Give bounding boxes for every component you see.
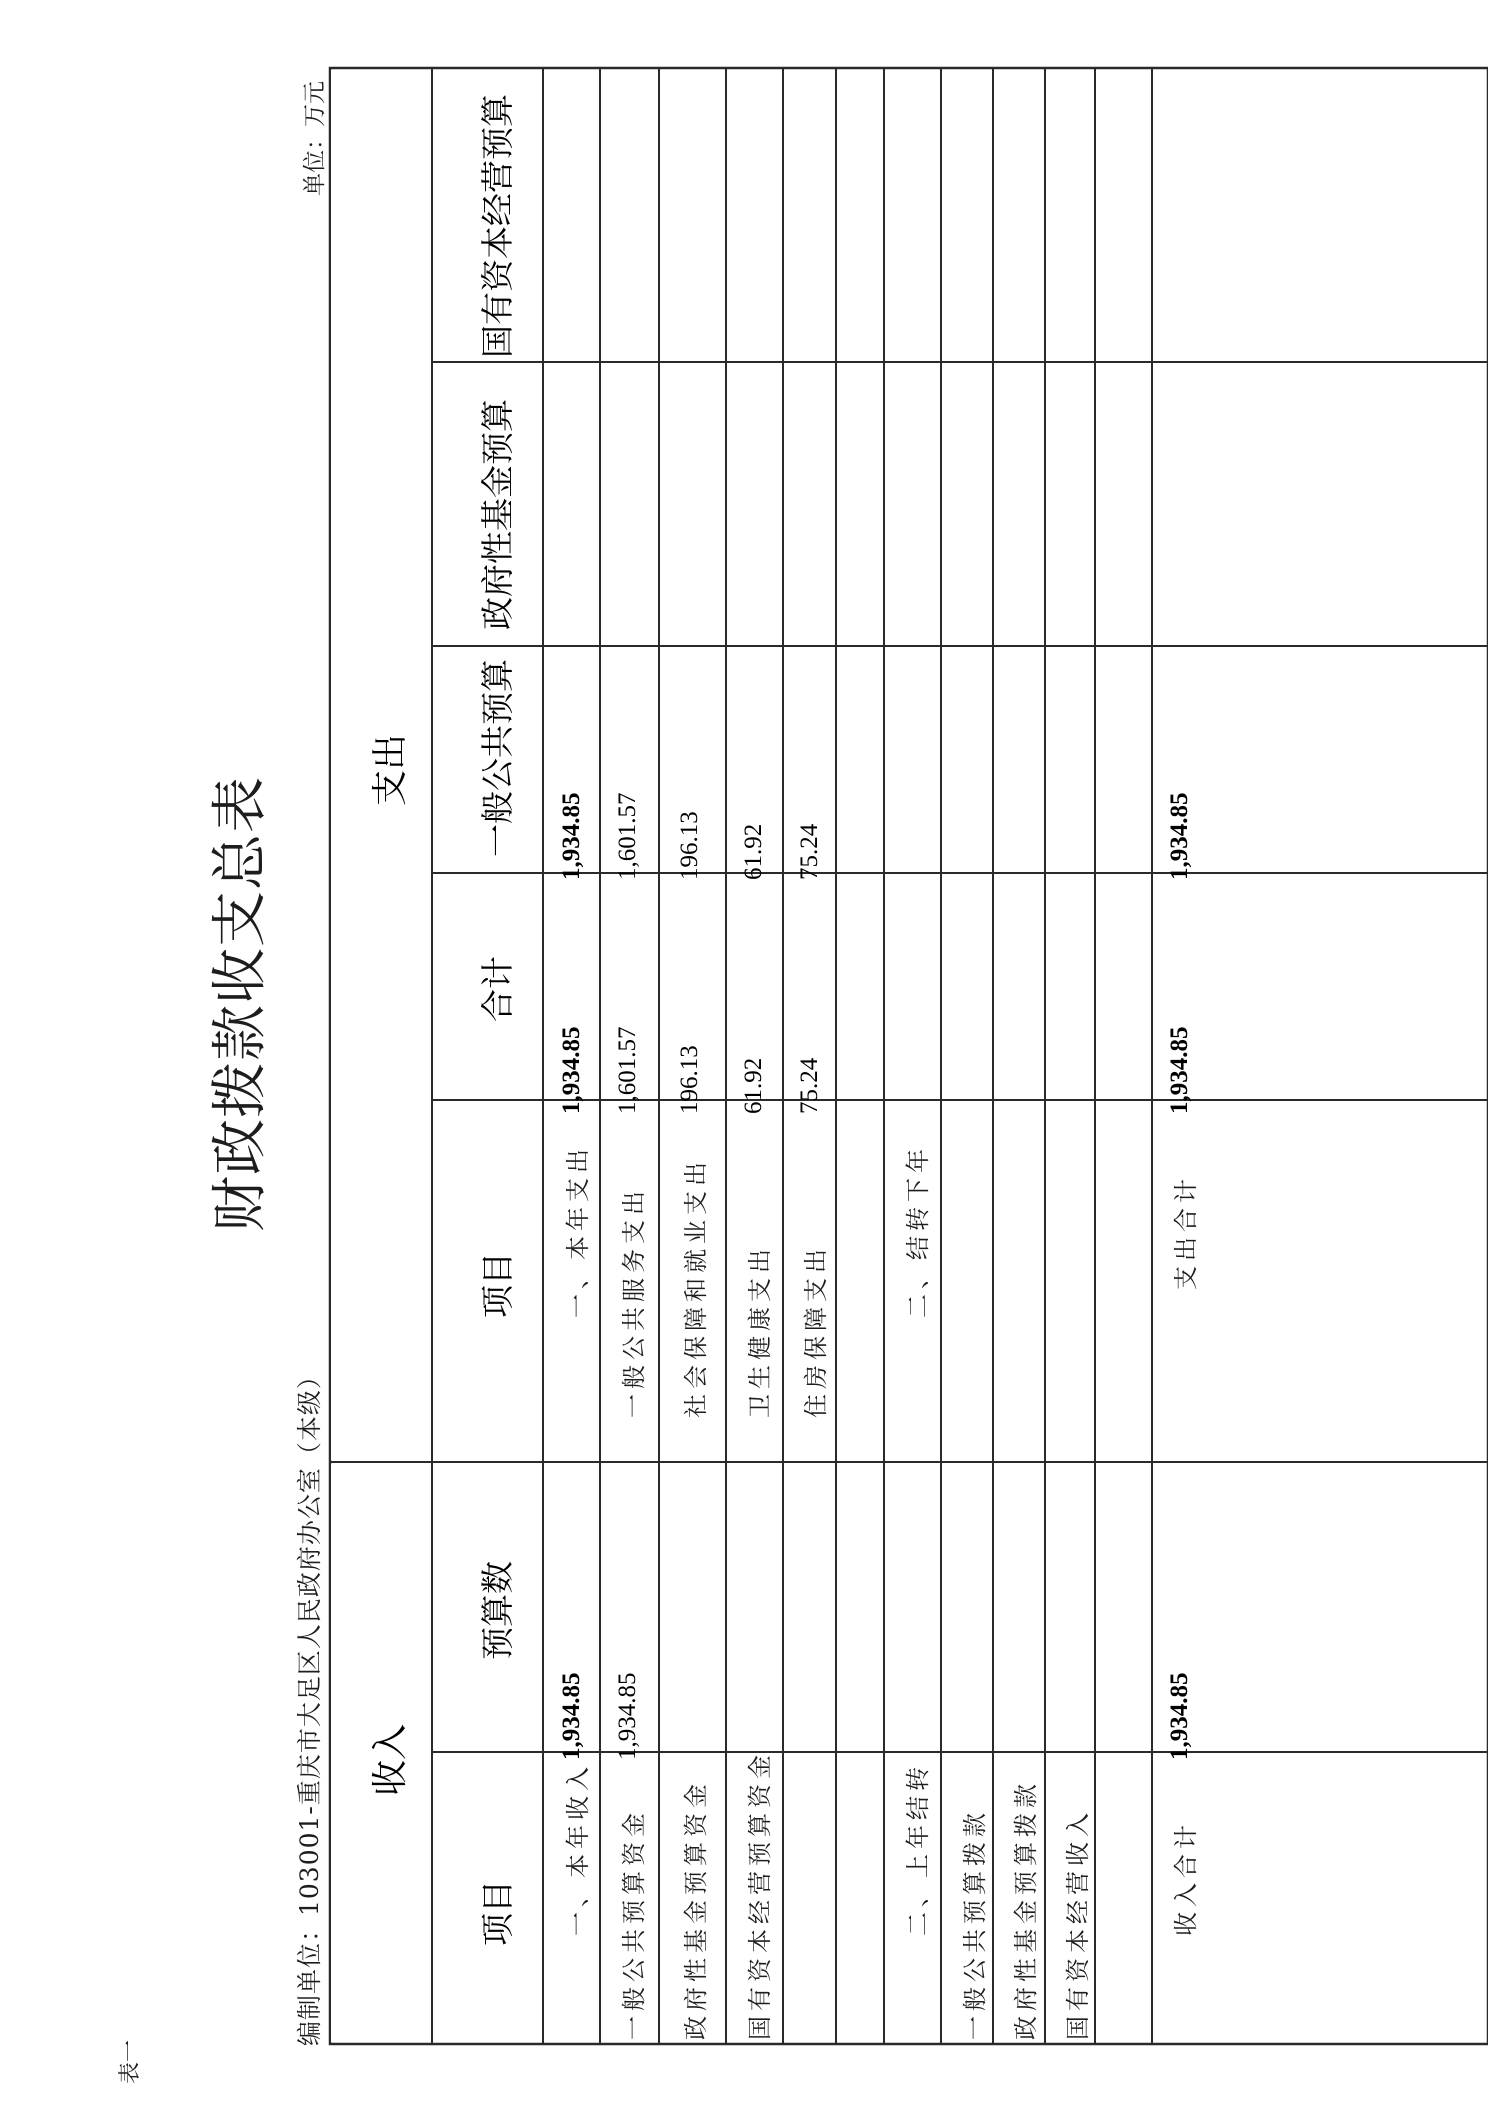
expense-row-item: 卫生健康支出 — [746, 1244, 774, 1418]
income-row-item: 一般公共预算资金 — [620, 1808, 648, 2040]
expense-row-general: 61.92 — [740, 823, 767, 880]
expense-row-item: 住房保障支出 — [802, 1244, 830, 1418]
expense-row-total: 1,601.57 — [614, 1026, 641, 1114]
expense-row-item: 社会保障和就业支出 — [682, 1157, 710, 1418]
expense-general-header: 一般公共预算 — [479, 659, 516, 857]
expense-row-general: 1,601.57 — [614, 792, 641, 880]
expense-fund-header: 政府性基金预算 — [479, 399, 516, 630]
income-item-header: 项目 — [479, 1880, 516, 1946]
expense-row-total: 75.24 — [796, 1057, 823, 1114]
expense-section-label: 支出 — [369, 733, 410, 806]
expense-row-general: 196.13 — [676, 811, 703, 880]
expense-row-total: 61.92 — [740, 1057, 767, 1114]
income-row-item: 一、本年收入 — [564, 1762, 592, 1936]
income-row-item: 政府性基金预算资金 — [682, 1779, 710, 2040]
expense-row-item: 一、本年支出 — [564, 1144, 592, 1318]
expense-total-total: 1,934.85 — [1166, 1026, 1193, 1114]
income-row-item: 二、上年结转 — [904, 1762, 932, 1936]
table-number: 表一 — [118, 2039, 143, 2084]
unit-label: 单位：万元 — [302, 81, 328, 196]
expense-item-header: 项目 — [479, 1252, 516, 1318]
expense-row-general: 75.24 — [796, 823, 823, 880]
expense-row-item: 一般公共服务支出 — [620, 1186, 648, 1418]
income-total-label: 收入合计 — [1172, 1820, 1200, 1936]
page-title: 财政拨款收支总表 — [208, 776, 273, 1232]
income-row-budget: 1,934.85 — [558, 1672, 585, 1760]
expense-row-total: 196.13 — [676, 1045, 703, 1114]
income-row-item: 国有资本经营收入 — [1064, 1808, 1092, 2040]
expense-total-general: 1,934.85 — [1166, 792, 1193, 880]
income-row-item: 一般公共预算拨款 — [961, 1808, 989, 2040]
expense-row-total: 1,934.85 — [558, 1026, 585, 1114]
income-section-label: 收入 — [369, 1723, 410, 1796]
income-budget-header: 预算数 — [479, 1561, 516, 1660]
income-row-budget: 1,934.85 — [614, 1672, 641, 1760]
expense-total-label: 支出合计 — [1172, 1174, 1200, 1290]
income-row-item: 国有资本经营预算资金 — [746, 1750, 774, 2040]
income-total-value: 1,934.85 — [1166, 1672, 1193, 1760]
expense-total-header: 合计 — [479, 956, 516, 1022]
income-row-item: 政府性基金预算拨款 — [1012, 1779, 1040, 2040]
compiler-label: 编制单位：103001-重庆市大足区人民政府办公室（本级） — [295, 1363, 324, 2046]
expense-state-header: 国有资本经营预算 — [479, 94, 516, 358]
expense-row-item: 二、结转下年 — [904, 1144, 932, 1318]
expense-row-general: 1,934.85 — [558, 792, 585, 880]
